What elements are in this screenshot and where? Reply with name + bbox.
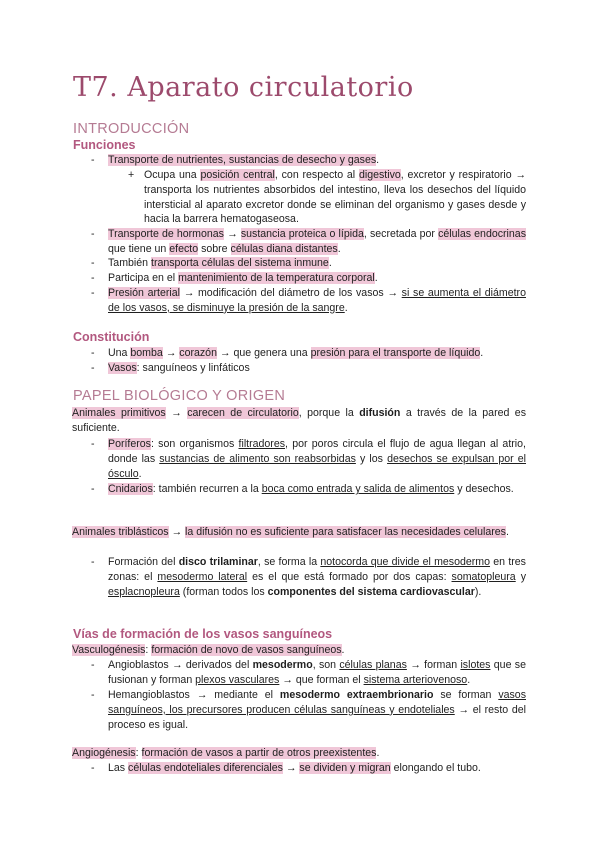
underlined-text: vasos sanguíneos, los precursores producen células sanguíneas y endoteliales xyxy=(108,689,526,716)
text: : sanguíneos y linfáticos xyxy=(136,362,250,374)
text: → forman xyxy=(406,659,461,671)
underlined-text: filtradores xyxy=(238,438,286,450)
text: → el resto del proceso es igual. xyxy=(108,703,526,731)
text: (forman todos los xyxy=(179,585,268,598)
text: → xyxy=(282,762,300,774)
bullet-dash: - xyxy=(91,347,95,359)
bullet-dash: - xyxy=(91,659,95,671)
funcion-subitem-1 xyxy=(144,168,526,227)
bullet-dash: - xyxy=(91,483,95,495)
bold-text: disco trilaminar xyxy=(178,556,258,568)
text: . xyxy=(328,257,332,269)
text: . xyxy=(344,301,348,314)
highlight: Transporte de nutrientes, sustancias de desecho y gases xyxy=(108,154,377,166)
text: , por poros circula el flujo de agua llegan al atrio, donde las xyxy=(108,438,526,465)
highlight: presión para el transporte de líquido xyxy=(310,347,481,359)
text: . xyxy=(374,272,378,284)
highlight: la difusión no es suficiente para satisfacer las necesidades celulares xyxy=(185,526,506,538)
bullet-dash: - xyxy=(91,287,95,299)
funcion-item-1 xyxy=(108,153,526,168)
paragraph-angiogenesis xyxy=(72,746,526,761)
highlight: carecen de circulatorio xyxy=(187,407,299,419)
text: : son organismos xyxy=(150,438,239,450)
highlight: se dividen y migran xyxy=(299,762,391,774)
text: , se forma la xyxy=(257,556,321,568)
paragraph-animales-primitivos xyxy=(72,406,526,436)
highlight: bomba xyxy=(130,347,163,359)
subheading-vias-formacion: Vías de formación de los vasos sanguíneos xyxy=(73,627,333,641)
text: , con respecto al xyxy=(274,169,359,181)
text: → xyxy=(223,228,241,240)
bullet-dash: - xyxy=(91,154,95,166)
underlined-text: mesodermo lateral xyxy=(157,570,248,583)
underlined-text: islotes xyxy=(460,659,491,671)
text: Las xyxy=(108,762,129,774)
text: es el que está formado por dos capas: xyxy=(247,570,452,583)
underlined-text: somatopleura xyxy=(451,570,516,583)
underlined-text: esplacnopleura xyxy=(108,585,180,598)
text: : xyxy=(145,644,152,656)
bold-text: mesodermo xyxy=(252,659,313,671)
highlight: digestivo xyxy=(358,169,401,181)
funcion-item-3 xyxy=(108,256,526,271)
funcion-item-2 xyxy=(108,227,526,257)
highlight: células endoteliales diferenciales xyxy=(128,762,283,774)
text: , secretada por xyxy=(363,228,439,240)
text: en tres zonas: el xyxy=(108,556,526,583)
highlight: corazón xyxy=(179,347,217,359)
highlight: Vasos xyxy=(108,362,137,374)
text: que tiene un xyxy=(108,242,170,255)
text: → xyxy=(162,347,180,359)
underlined-text: sistema arteriovenoso xyxy=(363,673,468,686)
highlight: células endocrinas xyxy=(438,228,526,240)
underlined-text: desechos se expulsan por el ósculo xyxy=(108,452,527,480)
text: . xyxy=(376,747,380,759)
text: → xyxy=(168,526,186,538)
highlight: Vasculogénesis xyxy=(72,644,146,656)
text: sobre xyxy=(198,242,231,255)
bold-text: mesodermo extraembrionario xyxy=(279,689,434,701)
subheading-funciones: Funciones xyxy=(73,138,136,152)
text: → que forman el xyxy=(279,673,364,686)
angioblastos-item xyxy=(108,658,526,688)
text: elongando el tubo. xyxy=(390,762,481,774)
text: . xyxy=(505,526,509,538)
text: se forman xyxy=(433,689,499,701)
bold-text: componentes del sistema cardiovascular xyxy=(267,585,475,598)
underlined-text: células planas xyxy=(339,659,407,671)
highlight: Animales triblásticos xyxy=(72,526,169,538)
highlight: sustancia proteica o lípida xyxy=(240,228,364,240)
underlined-text: boca como entrada y salida de alimentos xyxy=(261,483,455,495)
text: → xyxy=(165,407,188,419)
text: Una xyxy=(108,347,131,359)
underlined-text: sustancias de alimento son reabsorbidas xyxy=(159,452,356,465)
highlight: formación de novo de vasos sanguíneos xyxy=(151,644,342,656)
highlight: posición central xyxy=(200,169,275,181)
paragraph-animales-triblasticos xyxy=(72,525,526,540)
funcion-item-4 xyxy=(108,271,526,286)
text: a través de la pared es suficiente. xyxy=(72,407,526,434)
highlight: Presión arterial xyxy=(108,287,180,299)
text: y los xyxy=(355,452,388,465)
highlight: formación de vasos a partir de otros preexistentes xyxy=(141,747,377,759)
bullet-dash: - xyxy=(91,762,95,774)
bullet-dash: - xyxy=(91,362,95,374)
highlight: mantenimiento de la temperatura corporal xyxy=(178,272,375,284)
text: . xyxy=(480,347,484,359)
bullet-dash: - xyxy=(91,272,95,284)
text: . xyxy=(295,213,299,226)
text: ). xyxy=(474,585,482,598)
text: Ocupa una xyxy=(144,169,201,181)
text: . xyxy=(376,154,380,166)
text: Participa en el xyxy=(108,272,179,284)
subheading-constitucion: Constitución xyxy=(73,330,150,344)
funcion-item-5 xyxy=(108,286,526,316)
text: , porque la xyxy=(298,407,360,419)
highlight: transporta células del sistema inmune xyxy=(151,257,329,269)
underlined-text: plexos vasculares xyxy=(195,673,280,686)
paragraph-vasculogenesis xyxy=(72,643,526,658)
bullet-dash: - xyxy=(91,556,95,568)
text: y desechos. xyxy=(454,483,514,495)
hemangioblastos-item xyxy=(108,688,526,732)
highlight: Poríferos xyxy=(108,438,151,450)
highlight: efecto xyxy=(169,242,199,255)
text: Hemangioblastos → mediante el xyxy=(108,689,280,701)
text: → modificación del diámetro de los vasos → xyxy=(180,287,402,299)
highlight: Transporte de hormonas xyxy=(108,228,224,240)
text: Angioblastos → derivados del xyxy=(108,659,253,671)
disco-trilaminar-item xyxy=(108,555,526,599)
bullet-dash: - xyxy=(91,228,95,240)
underlined-text: si se aumenta el diámetro de los vasos, se disminuye la presión de la sangre xyxy=(108,287,526,314)
bullet-dash: - xyxy=(91,689,95,701)
text: : también recurren a la xyxy=(152,483,262,495)
bullet-plus: + xyxy=(128,169,135,181)
bullet-dash: - xyxy=(91,257,95,269)
highlight: Angiogénesis xyxy=(72,747,136,759)
constitucion-item-1 xyxy=(108,346,526,361)
text: También xyxy=(108,257,151,269)
celulas-endoteliales-item xyxy=(108,761,526,776)
highlight: Cnidarios xyxy=(108,483,153,495)
text: , excretor y respiratorio → transporta los nutrientes absorbidos del intestino, lleva los desechos del líquido intersticial al aparato excretor donde se eliminan del organismo y gases desde y hacia la barrera hematogaseosa xyxy=(144,169,526,226)
cnidarios-item xyxy=(108,482,526,497)
section-heading-papel-biologico: PAPEL BIOLÓGICO Y ORIGEN xyxy=(73,388,286,404)
text: , son xyxy=(312,659,340,671)
bullet-dash: - xyxy=(91,438,95,450)
text: → que genera una xyxy=(216,347,311,359)
text: y xyxy=(515,570,526,583)
poriferos-item xyxy=(108,437,526,481)
text: : xyxy=(135,747,142,759)
section-heading-introduccion: INTRODUCCIÓN xyxy=(73,121,190,137)
text: Formación del xyxy=(108,556,179,568)
bold-text: difusión xyxy=(359,407,401,419)
text: . xyxy=(337,242,341,255)
underlined-text: notocorda que divide el mesodermo xyxy=(320,556,491,568)
text: . xyxy=(341,644,345,656)
highlight: células diana distantes xyxy=(230,242,338,255)
document-title: T7. Aparato circulatorio xyxy=(73,72,414,103)
highlight: Animales primitivos xyxy=(72,407,166,419)
text: . xyxy=(467,673,471,686)
text: . xyxy=(138,467,142,480)
text: que se fusionan y forman xyxy=(108,659,526,686)
constitucion-item-2 xyxy=(108,361,526,376)
